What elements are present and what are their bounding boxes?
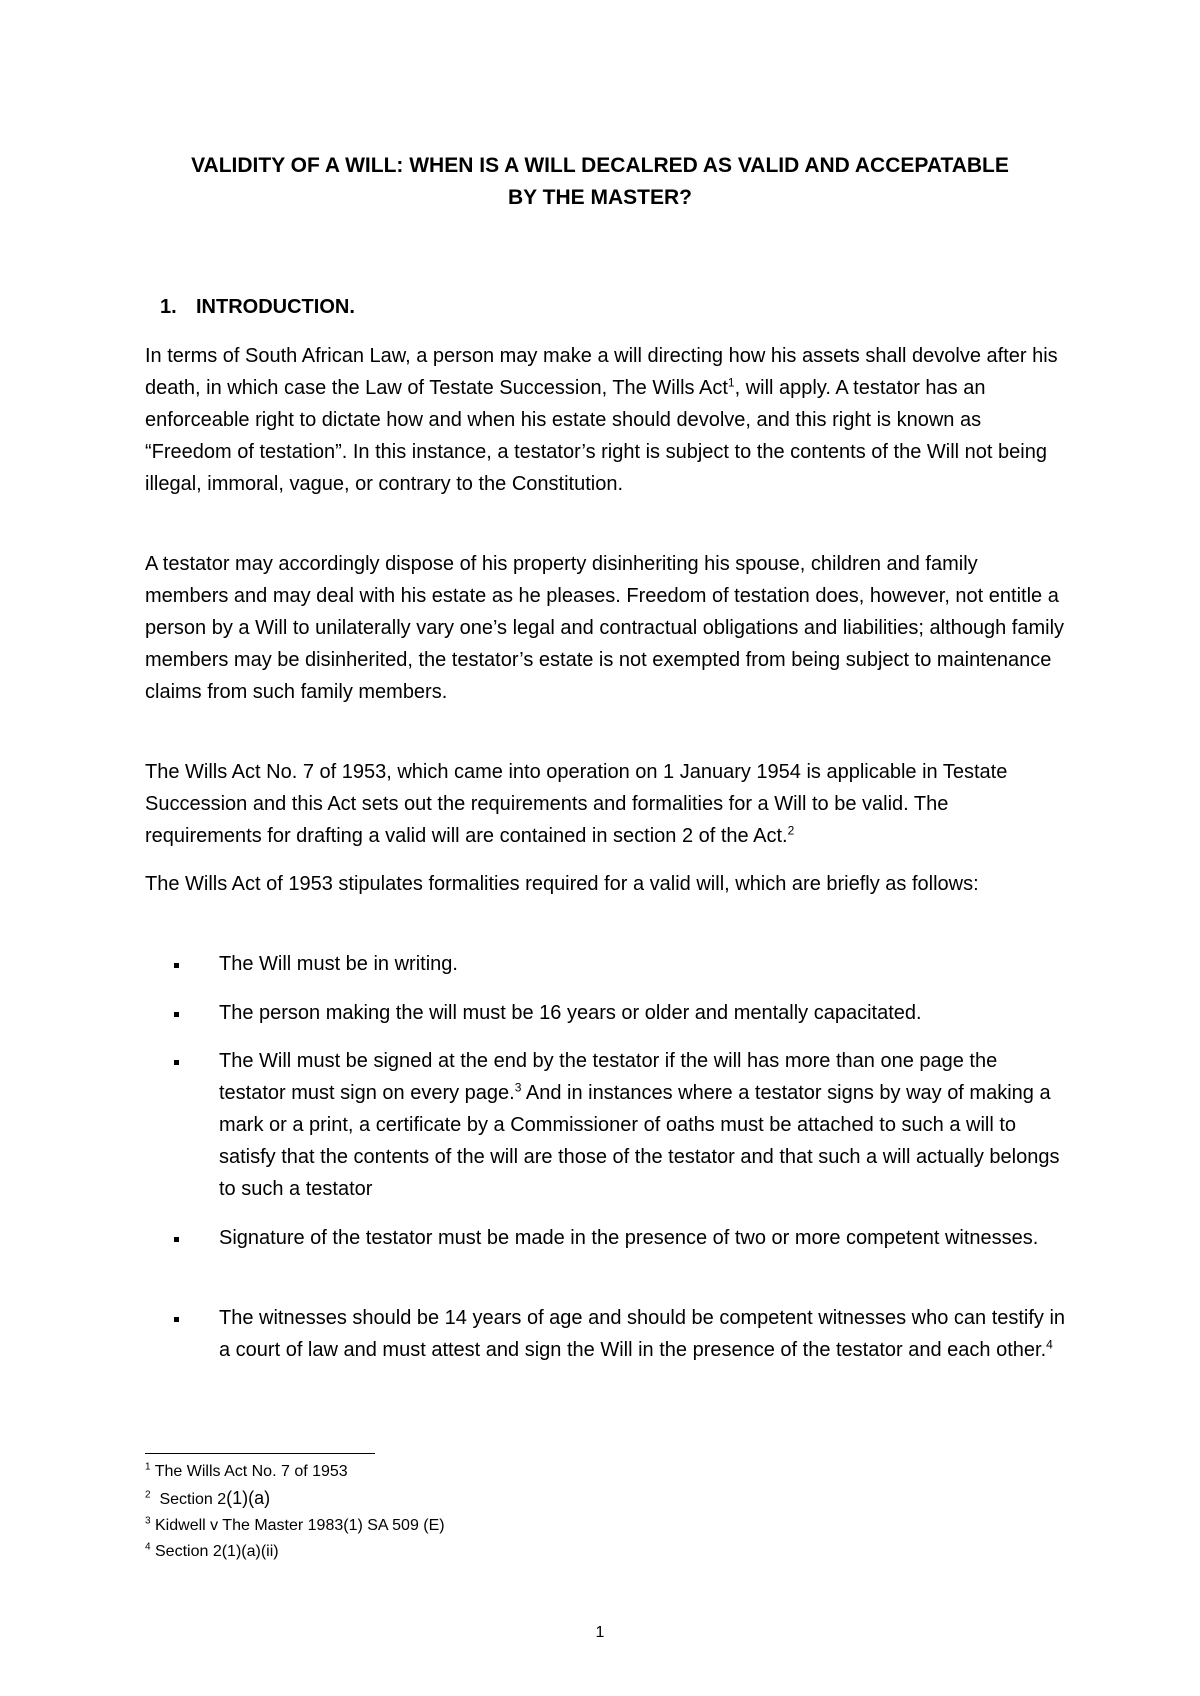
footnote-ref-2: 2 [787, 823, 795, 838]
section-heading-introduction [160, 293, 355, 321]
bullet-item-4 [186, 1222, 1066, 1254]
bullet-text-2: The person making the will must be 16 years or older and mentally capacitated. [219, 1002, 922, 1024]
bullet-item-1 [186, 948, 1066, 980]
bullet-text-1: The Will must be in writing. [219, 953, 458, 975]
paragraph-2: A testator may accordingly dispose of his property disinheriting his spouse, children and family members and may deal with his estate as he pleases. Freedom of testation does, however, not entitle a person by a Will to unilaterally vary one’s legal and contractual obligations and liabilities; although family members may be disinherited, the testator’s estate is not exempted from being subject to maintenance claims from such family members. [145, 553, 1065, 703]
bullet-text-3b: And in instances where a testator signs by way of making a mark or a print, a certificate by a Commissioner of oaths must be attached to such a will to satisfy that the contents of the will are those of the testator and that such a will actually belongs to such a testator [219, 1082, 1060, 1200]
bullet-marker [176, 1302, 182, 1322]
bullet-text-3a: The Will must be signed at the end by the testator if the will has more than one page the testator must sign on every page. [219, 1050, 998, 1104]
title-line-1: VALIDITY OF A WILL: WHEN IS A WILL DECALRED AS VALID AND ACCEPATABLE [191, 154, 1009, 177]
bullet-marker [176, 948, 182, 968]
bullet-marker [176, 1045, 182, 1065]
footnote-separator [145, 1453, 375, 1454]
title-line-2: BY THE MASTER? [508, 186, 692, 209]
footnote-1: $^1$ The Wills Act No. 7 of 1953 [145, 1461, 348, 1480]
bullet-text-5 [219, 1302, 1066, 1366]
footnote-ref-4: 4 [1046, 1337, 1053, 1352]
bullet-item-3 [186, 1045, 1066, 1205]
footnotes [145, 1459, 445, 1565]
paragraph-1-text-a: In terms of South African Law, a person may make a will directing how his assets shall devolve after his death, in which case the Law of Testate Succession, The Wills Act [145, 345, 1058, 399]
bullet-text-5a: The witnesses should be 14 years of age and should be competent witnesses who can testify in a court of law and must attest and sign the Will in the presence of the testator and each other. [219, 1307, 1066, 1361]
document-title [140, 150, 1060, 214]
footnote-ref-3: 3 [514, 1080, 522, 1095]
bullet-text-4: Signature of the testator must be made in the presence of two or more competent witnesses. [219, 1227, 1039, 1249]
bullet-item-2 [186, 997, 1066, 1029]
paragraph-3 [145, 756, 1065, 852]
page-number: 1 [595, 1624, 605, 1641]
section-number: 1. [160, 296, 177, 318]
bullet-item-5 [186, 1302, 1066, 1366]
footnote-ref-1: 1 [727, 375, 735, 390]
bullet-text-3 [219, 1045, 1066, 1205]
section-heading-text: INTRODUCTION. [196, 296, 355, 318]
footnote-4: $^4$ Section 2(1)(a)(ii) [145, 1541, 279, 1560]
paragraph-1-text-b: , will apply. A testator has an enforceable right to dictate how and when his estate should devolve, and this right is known as “Freedom of testation”. In this instance, a testator’s right is subject to the contents of the Will not being illegal, immoral, vague, or contrary to the Constitution. [145, 377, 1047, 495]
footnote-3: $^3$ Kidwell v The Master 1983(1) SA 509 (E) [145, 1515, 445, 1534]
footnote-2: $^2$ Section 2(1)(a) [145, 1488, 271, 1508]
bullet-marker [176, 1222, 182, 1242]
paragraph-3-text: The Wills Act No. 7 of 1953, which came into operation on 1 January 1954 is applicable in Testate Succession and this Act sets out the requirements and formalities for a Will to be valid. The requirements for drafting a valid will are contained in section 2 of the Act. [145, 761, 1008, 847]
paragraph-4: The Wills Act of 1953 stipulates formalities required for a valid will, which are briefly as follows: [145, 873, 979, 895]
bullet-marker [176, 997, 182, 1017]
paragraph-1 [145, 340, 1065, 500]
